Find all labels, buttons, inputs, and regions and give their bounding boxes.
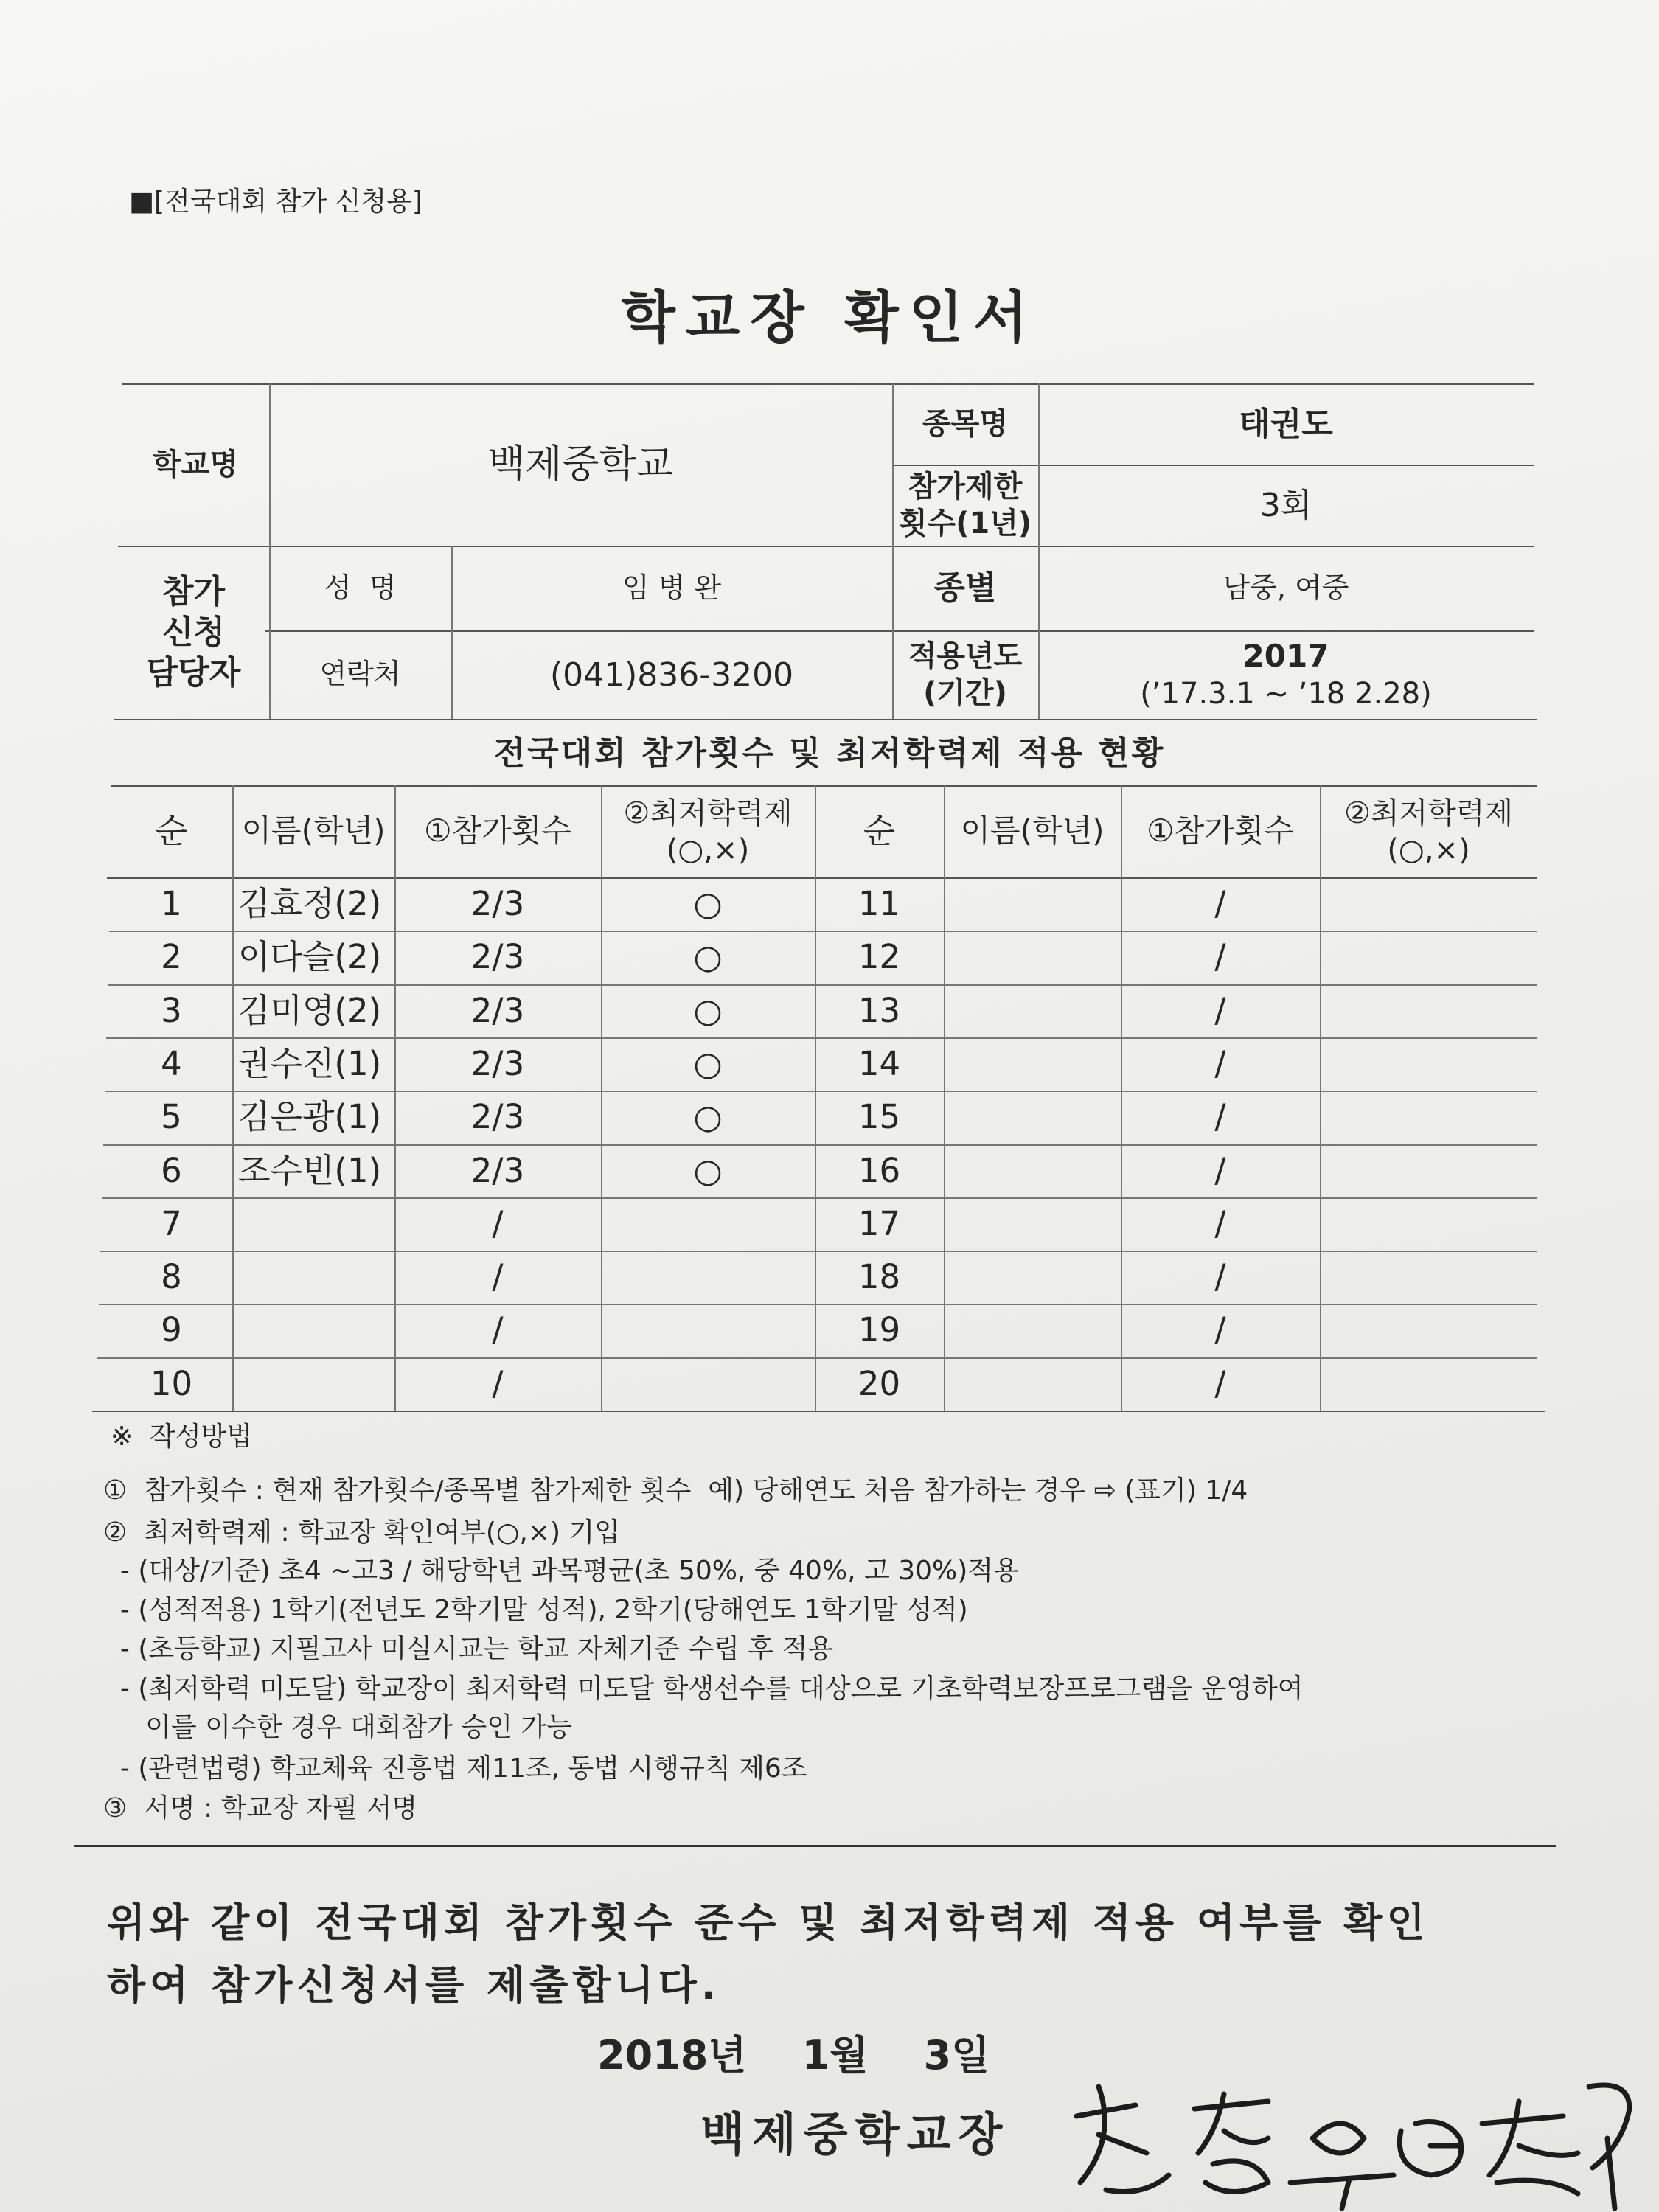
row-min: ○ <box>693 1043 723 1083</box>
row-min: ○ <box>693 1150 723 1190</box>
row-no-right: 17 <box>858 1203 901 1243</box>
header-min-left-line2: (○,×) <box>666 832 750 867</box>
row-name-right <box>944 1304 1127 1357</box>
phone-label: 연락처 <box>319 658 401 691</box>
row-min-right <box>1320 1091 1537 1144</box>
note-line: ① 참가횟수 : 현재 참가횟수/종목별 참가제한 횟수 예) 당해연도 처음 참가하는 경우 ⇨ (표기) 1/4 <box>103 1475 1248 1506</box>
row-min-right <box>1320 1037 1537 1091</box>
row-count: / <box>492 1310 504 1350</box>
row-no: 7 <box>161 1203 182 1243</box>
header-min-left-line1: ②최저학력제 <box>623 796 793 830</box>
row-no-right: 19 <box>858 1310 901 1350</box>
note-line: - (초등학교) 지필고사 미실시교는 학교 자체기준 수립 후 적용 <box>103 1634 834 1664</box>
row-no: 5 <box>161 1097 182 1137</box>
category-label: 종별 <box>933 569 997 607</box>
row-min: ○ <box>693 937 723 977</box>
header-count-right: ①참가횟수 <box>1147 813 1294 849</box>
row-name <box>232 1197 400 1251</box>
row-min-right <box>1320 1357 1537 1411</box>
row-name-right <box>944 1037 1127 1091</box>
contact-label-line1: 참가 <box>161 573 225 611</box>
header-no-left: 순 <box>155 811 188 851</box>
row-count: / <box>492 1203 504 1243</box>
row-count-right: / <box>1214 990 1226 1030</box>
name-label: 성 명 <box>324 571 397 604</box>
row-min <box>601 1251 815 1304</box>
form-tag: ■[전국대회 참가 신청용] <box>129 187 422 217</box>
contact-label-line2: 신청 <box>161 613 225 651</box>
row-name <box>232 1251 400 1304</box>
row-count-right: / <box>1214 884 1226 924</box>
row-name-right <box>944 1197 1127 1251</box>
year-number: 2017 <box>1242 637 1329 674</box>
header-no-right: 순 <box>863 811 896 851</box>
row-count: 2/3 <box>470 1150 525 1190</box>
row-name-right <box>944 1251 1127 1304</box>
note-line: ③ 서명 : 학교장 자필 서명 <box>103 1793 418 1823</box>
row-min-right <box>1320 1144 1537 1197</box>
row-min <box>601 1357 815 1411</box>
row-name-right <box>944 984 1127 1037</box>
row-name: 김미영(2) <box>238 990 382 1030</box>
row-count-right: / <box>1214 1310 1226 1350</box>
row-min-right <box>1320 1304 1537 1357</box>
row-min <box>601 1304 815 1357</box>
header-min-right-line1: ②최저학력제 <box>1343 796 1514 830</box>
note-line: 이를 이수한 경우 대회참가 승인 가능 <box>103 1712 573 1742</box>
row-count: 2/3 <box>470 1043 525 1083</box>
limit-label-line2: 횟수(1년) <box>898 507 1032 540</box>
principal-title: 백제중학교장 <box>700 2107 1010 2161</box>
year-value <box>1038 630 1534 719</box>
row-no: 10 <box>150 1363 193 1403</box>
row-min-right <box>1320 931 1537 984</box>
header-min-right <box>1320 785 1537 877</box>
year-label-line1: 적용년도 <box>908 639 1023 673</box>
row-count: 2/3 <box>470 990 525 1030</box>
sport-value: 태권도 <box>1239 405 1333 443</box>
row-min-right <box>1320 877 1537 931</box>
row-count-right: / <box>1214 1203 1226 1243</box>
header-min-left <box>601 785 815 877</box>
limit-value: 3회 <box>1259 486 1312 524</box>
row-no-right: 16 <box>858 1150 901 1190</box>
row-no: 8 <box>161 1257 182 1297</box>
notes-heading: ※ 작성방법 <box>111 1422 253 1452</box>
note-line: - (성적적용) 1학기(전년도 2학기말 성적), 2학기(당해연도 1학기말 성적) <box>103 1595 968 1625</box>
page-title: 학교장 확인서 <box>621 285 1038 350</box>
header-name-left: 이름(학년) <box>241 813 386 849</box>
submission-date: 2018년 1월 3일 <box>597 2032 990 2079</box>
year-period: (’17.3.1 ~ ’18 2.28) <box>1140 677 1432 712</box>
row-no-right: 18 <box>858 1257 901 1297</box>
note-line: ② 최저학력제 : 학교장 확인여부(○,×) 기입 <box>103 1517 621 1548</box>
row-name-right <box>944 1144 1127 1197</box>
row-min: ○ <box>693 1097 723 1137</box>
row-name <box>232 1357 400 1411</box>
contact-label-line3: 담당자 <box>146 654 241 692</box>
row-min <box>601 1197 815 1251</box>
sport-label: 종목명 <box>922 407 1008 441</box>
row-name-right <box>944 1091 1127 1144</box>
row-min-right <box>1320 1251 1537 1304</box>
declaration-line1: 위와 같이 전국대회 참가횟수 준수 및 최저학력제 적용 여부를 확인 <box>107 1899 1430 1946</box>
row-no: 4 <box>161 1043 182 1083</box>
row-no-right: 12 <box>858 937 901 977</box>
row-name-right <box>944 1357 1127 1411</box>
row-name: 조수빈(1) <box>238 1150 382 1190</box>
header-name-right: 이름(학년) <box>960 813 1105 849</box>
status-section-title: 전국대회 참가횟수 및 최저학력제 적용 현황 <box>493 734 1166 772</box>
row-count: 2/3 <box>470 937 525 977</box>
row-no: 6 <box>161 1150 182 1190</box>
row-count-right: / <box>1214 1257 1226 1297</box>
category-value: 남중, 여중 <box>1222 571 1349 604</box>
year-label-line2: (기간) <box>923 676 1007 710</box>
row-min: ○ <box>693 990 723 1030</box>
row-no-right: 11 <box>858 884 901 924</box>
row-count: 2/3 <box>470 1097 525 1137</box>
row-count: 2/3 <box>470 884 525 924</box>
row-count-right: / <box>1214 1363 1226 1403</box>
header-min-right-line2: (○,×) <box>1387 832 1470 867</box>
row-count-right: / <box>1214 1097 1226 1137</box>
limit-label-line1: 참가제한 <box>908 470 1023 504</box>
row-name: 권수진(1) <box>238 1043 382 1083</box>
row-count-right: / <box>1214 1150 1226 1190</box>
school-value: 백제중학교 <box>487 442 674 487</box>
row-count: / <box>492 1257 504 1297</box>
row-count-right: / <box>1214 1043 1226 1083</box>
row-no-right: 20 <box>858 1363 901 1403</box>
row-name-right <box>944 931 1127 984</box>
row-count: / <box>492 1363 504 1403</box>
note-line: - (최저학력 미도달) 학교장이 최저학력 미도달 학생선수를 대상으로 기초학력보장프로그램을 운영하여 <box>103 1674 1304 1704</box>
declaration-line2: 하여 참가신청서를 제출합니다. <box>107 1962 721 2008</box>
note-line: - (관련법령) 학교체육 진흥법 제11조, 동법 시행규칙 제6조 <box>103 1753 807 1784</box>
row-name: 김은광(1) <box>238 1097 382 1137</box>
row-name: 이다슬(2) <box>238 937 382 977</box>
row-no: 9 <box>161 1310 182 1350</box>
row-no-right: 13 <box>858 990 901 1030</box>
phone-value: (041)836-3200 <box>549 655 794 694</box>
row-min-right <box>1320 1197 1537 1251</box>
year-label <box>892 630 1038 719</box>
row-min-right <box>1320 984 1537 1037</box>
row-name-right <box>944 877 1127 931</box>
row-name <box>232 1304 400 1357</box>
row-no: 1 <box>161 884 182 924</box>
header-count-left: ①참가횟수 <box>424 813 571 849</box>
row-name: 김효정(2) <box>238 884 382 924</box>
limit-label <box>892 465 1038 546</box>
row-count-right: / <box>1214 937 1226 977</box>
contact-label <box>118 546 269 719</box>
principal-signature <box>1047 2065 1652 2212</box>
row-no: 3 <box>161 990 182 1030</box>
school-label: 학교명 <box>153 448 238 481</box>
note-line: - (대상/기준) 초4 ~고3 / 해당학년 과목평균(초 50%, 중 40%, 고 30%)적용 <box>103 1556 1019 1586</box>
row-no: 2 <box>161 937 182 977</box>
name-value: 임 병 완 <box>622 571 722 604</box>
row-no-right: 15 <box>858 1097 901 1137</box>
row-no-right: 14 <box>858 1043 901 1083</box>
row-min: ○ <box>693 884 723 924</box>
